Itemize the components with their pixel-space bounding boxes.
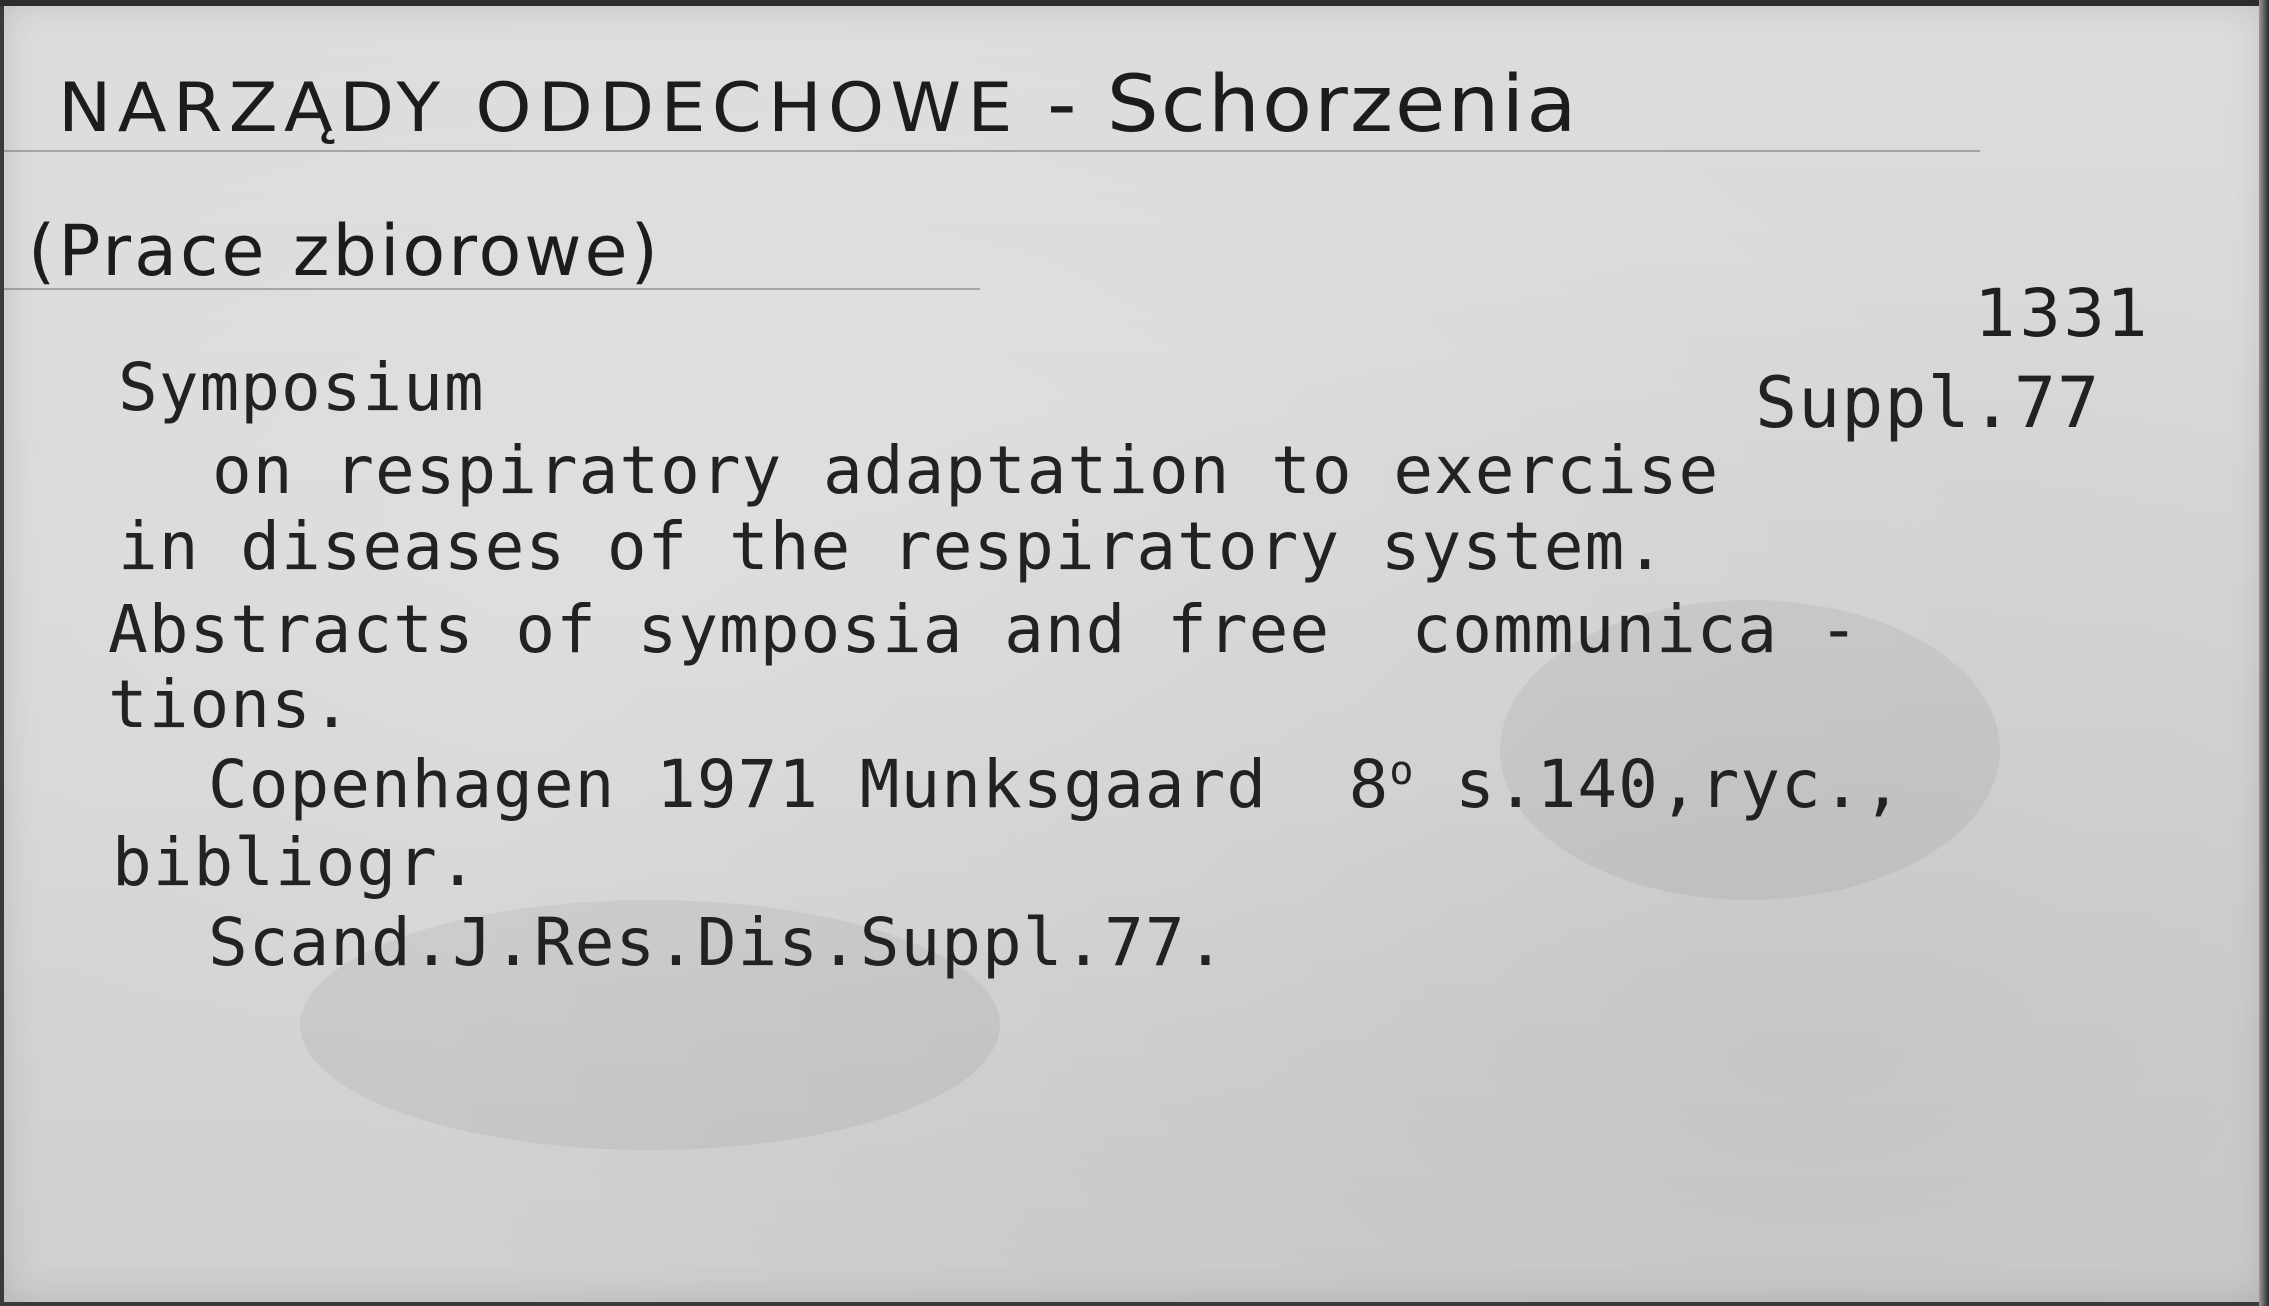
title-line: in diseases of the respiratory system. — [118, 508, 1666, 585]
card-top-edge — [0, 0, 2269, 6]
subject-heading — [58, 60, 1579, 150]
main-entry-heading: Symposium — [118, 349, 485, 426]
imprint-place-date-publisher: Copenhagen 1971 Munksgaard 8 — [208, 746, 1390, 823]
series-statement: Scand.J.Res.Dis.Suppl.77. — [208, 904, 1227, 981]
subject-heading-qualifier: (Prace zbiorowe) — [28, 210, 661, 292]
subject-heading-subdivision: - Schorzenia — [1018, 60, 1579, 150]
card-right-edge — [2259, 0, 2269, 1306]
title-line: on respiratory adaptation to exercise — [212, 432, 1720, 509]
imprint-pages: s.140,ryc., — [1414, 746, 1904, 823]
imprint-line: bibliogr. — [112, 824, 479, 901]
call-number: 1331 — [1975, 275, 2151, 352]
shelf-mark: Suppl.77 — [1755, 362, 2101, 444]
title-line: Abstracts of symposia and free communica - — [108, 591, 1860, 668]
imprint-line — [208, 746, 1904, 823]
format-degree: o — [1389, 748, 1415, 794]
subject-heading-caps: NARZĄDY ODDECHOWE — [58, 69, 1019, 148]
ruled-line — [0, 150, 1980, 152]
title-line: tions. — [108, 666, 353, 743]
